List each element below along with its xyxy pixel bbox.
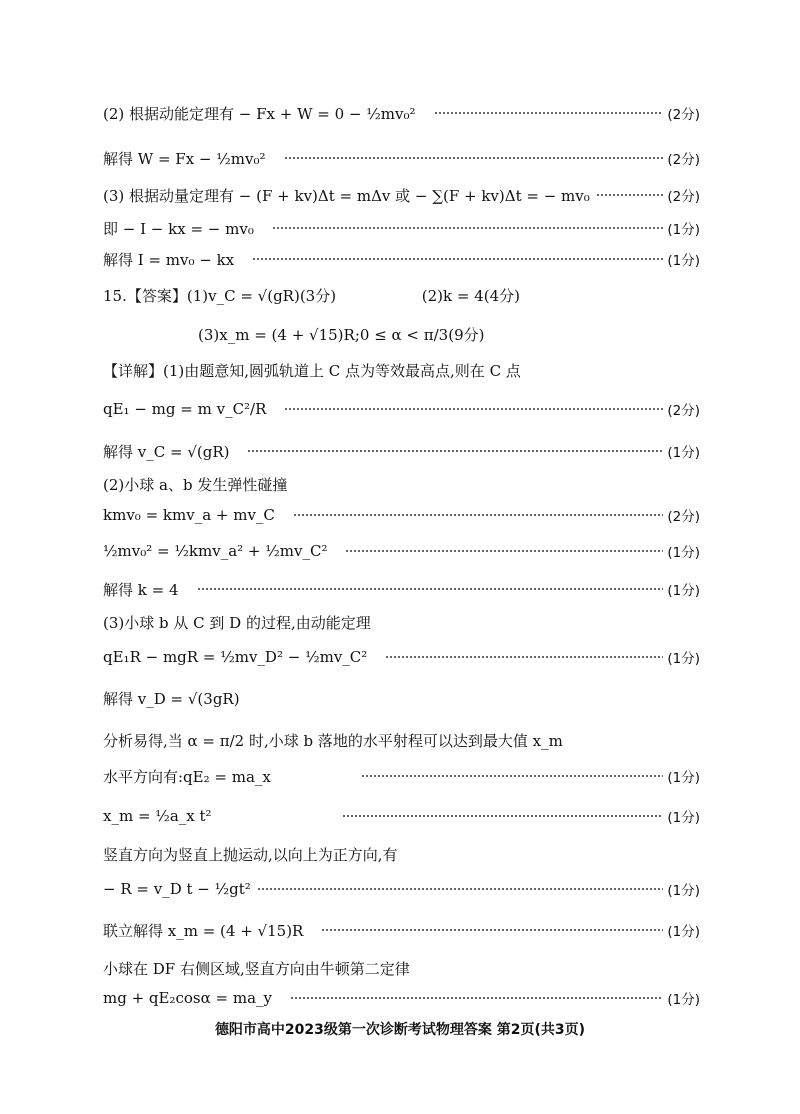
leader-dots [272, 227, 664, 229]
score: (2分) [667, 152, 700, 168]
score: (2分) [667, 107, 700, 123]
answer-line-5 [103, 247, 700, 271]
leader-dots [342, 815, 664, 817]
answer-line-22 [103, 877, 700, 901]
leader-dots [385, 656, 663, 658]
leader-dots [321, 929, 663, 931]
leader-dots [252, 258, 663, 260]
q15-answer-line [103, 283, 700, 307]
answer-line-13 [103, 539, 700, 563]
answer-line-3 [103, 183, 700, 207]
answer-line-9 [103, 397, 700, 421]
answer-line-11 [103, 472, 700, 496]
score: (1分) [667, 583, 700, 599]
score: (1分) [667, 992, 700, 1008]
equation-text: 解得 W = Fx − ½mv₀² [103, 149, 266, 168]
answer-line-18 [103, 728, 700, 752]
score: (1分) [667, 445, 700, 461]
answer-line-15 [103, 610, 700, 634]
score: (2分) [667, 189, 700, 205]
score: (2分) [667, 509, 700, 525]
answer-line-10 [103, 439, 700, 463]
equation-text: 即 − I − kx = − mv₀ [103, 219, 254, 238]
page-footer: 德阳市高中2023级第一次诊断考试物理答案 第2页(共3页) [214, 1022, 586, 1038]
equation-text: ½mv₀² = ½kmv_a² + ½mv_C² [103, 542, 328, 560]
leader-dots [257, 888, 664, 890]
score: (1分) [667, 222, 700, 238]
equation-text: 水平方向有:qE₂ = ma_x [103, 767, 271, 786]
answer-line-1 [103, 101, 700, 125]
q15-answer-part-3 [198, 322, 698, 346]
equation-text: (3) 根据动量定理有 − (F + kv)Δt = mΔv 或 − ∑(F + kv)Δt = − mv₀ [103, 186, 590, 205]
score: (1分) [667, 810, 700, 826]
detail-text: 【详解】(1)由题意知,圆弧轨道上 C 点为等效最高点,则在 C 点 [103, 361, 521, 380]
equation-text: qE₁ − mg = m v_C²/R [103, 400, 267, 418]
leader-dots [434, 112, 664, 114]
score: (1分) [667, 545, 700, 561]
answer-line-23 [103, 918, 700, 942]
answer-line-25 [103, 986, 700, 1010]
answer-line-14 [103, 577, 700, 601]
answer-line-21 [103, 842, 700, 866]
answer-part-1: 15.【答案】(1)v_C = √(gR)(3分) [103, 286, 337, 305]
equation-text: 解得 k = 4 [103, 580, 179, 599]
equation-text: − R = v_D t − ½gt² [103, 880, 251, 898]
detail-text: (3)小球 b 从 C 到 D 的过程,由动能定理 [103, 613, 371, 632]
score: (2分) [667, 403, 700, 419]
detail-text: 分析易得,当 α = π/2 时,小球 b 落地的水平射程可以达到最大值 x_m [103, 731, 563, 750]
score: (1分) [667, 924, 700, 940]
equation-text: 解得 v_C = √(gR) [103, 442, 230, 461]
answer-line-16 [103, 645, 700, 669]
detail-text: 小球在 DF 右侧区域,竖直方向由牛顿第二定律 [103, 959, 410, 978]
leader-dots [284, 157, 664, 159]
leader-dots [361, 775, 664, 777]
leader-dots [290, 997, 663, 999]
leader-dots [293, 514, 663, 516]
answer-line-19 [103, 764, 700, 788]
answer-line-17 [103, 686, 700, 710]
answer-line-2 [103, 146, 700, 170]
answer-line-24 [103, 956, 700, 980]
answer-line-4 [103, 216, 700, 240]
equation-text: 解得 v_D = √(3gR) [103, 689, 240, 708]
detail-text: 竖直方向为竖直上抛运动,以向上为正方向,有 [103, 845, 398, 864]
equation-text: mg + qE₂cosα = ma_y [103, 989, 272, 1007]
equation-text: 解得 I = mv₀ − kx [103, 250, 235, 269]
leader-dots [247, 450, 663, 452]
detail-heading [103, 358, 700, 382]
leader-dots [345, 550, 663, 552]
equation-text: (2) 根据动能定理有 − Fx + W = 0 − ½mv₀² [103, 104, 416, 123]
score: (1分) [667, 883, 700, 899]
answer-line-20 [103, 804, 700, 828]
equation-text: x_m = ½a_x t² [103, 807, 212, 825]
answer-part-2: (2)k = 4(4分) [421, 286, 520, 305]
leader-dots [197, 588, 664, 590]
equation-text: 联立解得 x_m = (4 + √15)R [103, 921, 304, 940]
leader-dots [596, 194, 664, 196]
answer-part-3: (3)x_m = (4 + √15)R;0 ≤ α < π/3(9分) [198, 325, 485, 344]
equation-text: kmv₀ = kmv_a + mv_C [103, 506, 275, 524]
score: (1分) [667, 253, 700, 269]
equation-text: qE₁R − mgR = ½mv_D² − ½mv_C² [103, 648, 368, 666]
answer-line-12 [103, 503, 700, 527]
score: (1分) [667, 651, 700, 667]
detail-text: (2)小球 a、b 发生弹性碰撞 [103, 475, 288, 494]
score: (1分) [667, 770, 700, 786]
leader-dots [284, 408, 663, 410]
